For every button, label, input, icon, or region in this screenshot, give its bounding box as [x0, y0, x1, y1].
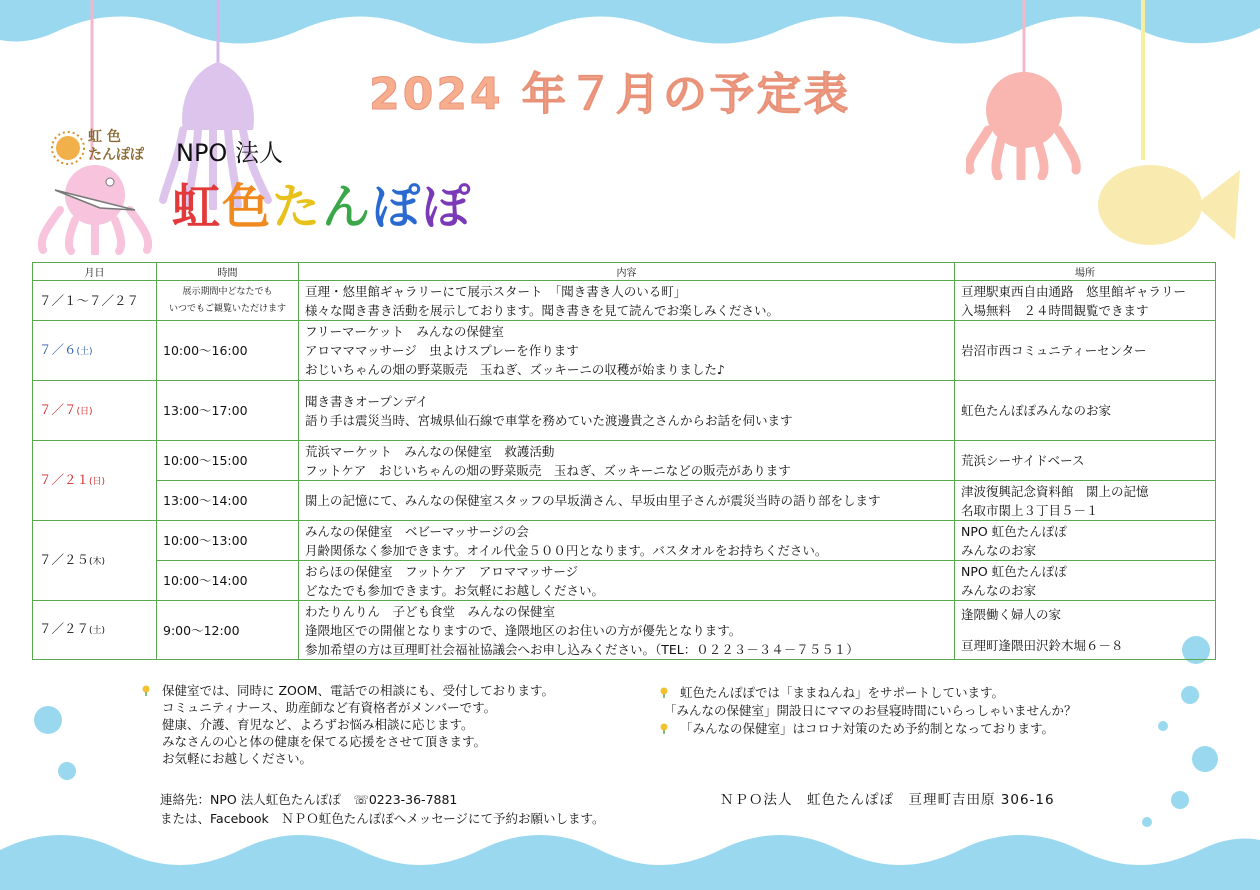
place-cell — [955, 601, 1216, 660]
note-line: 虹色たんぽぽでは「ままねんね」をサポートしています。 — [680, 685, 1005, 700]
content-line: 亘理・悠里館ギャラリーにて展示スタート 「聞き書き人のいる町」 — [305, 283, 687, 299]
content-line: アロマママッサージ 虫よけスプレーを作ります — [305, 343, 579, 358]
place-cell: 荒浜シーサイドベース — [955, 441, 1216, 481]
content-cell — [299, 281, 955, 321]
time-cell: 9:00～12:00 — [157, 601, 299, 660]
note-line: お気軽にお越しください。 — [162, 751, 313, 766]
time-cell: 13:00～14:00 — [157, 481, 299, 521]
date-text: ７／２７ — [39, 621, 90, 636]
day-of-week: (日) — [89, 476, 106, 487]
content-line: おじいちゃんの畑の野菜販売 玉ねぎ、ズッキーニの収穫が始まりました♪ — [305, 362, 725, 377]
content-cell — [299, 601, 955, 660]
place-cell: 虹色たんぽぽみんなのお家 — [955, 381, 1216, 441]
date-cell — [33, 381, 157, 441]
day-of-week: (木) — [89, 556, 106, 567]
time-line: 展示期間中どなたでも — [182, 286, 273, 297]
date-cell — [33, 441, 157, 521]
place-line: 名取市閖上３丁目５－１ — [961, 502, 1099, 518]
place-cell — [955, 521, 1216, 561]
brand-char: ん — [322, 179, 373, 235]
brand-char: ぽ — [372, 179, 423, 235]
header-time: 時間 — [157, 263, 299, 281]
brand-char: た — [272, 179, 323, 235]
place-cell — [955, 281, 1216, 321]
date-text: ７／６ — [39, 341, 77, 357]
time-cell: 10:00～16:00 — [157, 321, 299, 381]
brand-char: 虹 — [172, 179, 223, 235]
table-row — [33, 521, 1216, 561]
contact-line: 連絡先：NPO 法人虹色たんぽぽ ☏0223-36-7881 — [160, 792, 458, 807]
notes-left — [140, 682, 554, 767]
place-line: 亘理駅東西自由通路 悠里館ギャラリー — [961, 283, 1187, 299]
content-cell — [299, 521, 955, 561]
date-text: ７／２１ — [39, 471, 90, 487]
content-line: 逢隈地区での開催となりますので、逢隈地区のお住いの方が優先となります。 — [305, 622, 742, 638]
header-content: 内容 — [299, 263, 955, 281]
table-row — [33, 321, 1216, 381]
table-row — [33, 561, 1216, 601]
content-line: 語り手は震災当時、宮城県仙石線で車掌を務めていた渡邊貴之さんからお話を伺います — [305, 412, 793, 428]
content-cell — [299, 441, 955, 481]
content-cell — [299, 381, 955, 441]
day-of-week: (土) — [89, 626, 106, 636]
table-row — [33, 601, 1216, 660]
header-date: 月日 — [33, 263, 157, 281]
page-title: 2024 年７月の予定表 — [369, 69, 851, 120]
day-of-week: (日) — [76, 406, 93, 417]
date-cell: ７／１～７／２７ — [33, 281, 157, 321]
place-line: 津波復興記念資料館 閖上の記憶 — [961, 483, 1149, 499]
table-row — [33, 281, 1216, 321]
date-cell — [33, 521, 157, 601]
content-line: 聞き書きオープンデイ — [305, 393, 429, 409]
contact-line: または、Facebook ＮＰＯ虹色たんぽぽへメッセージにて予約お願いします。 — [160, 811, 605, 826]
header-place: 場所 — [955, 263, 1216, 281]
note-line: 健康、介護、育児など、よろずお悩み相談に応じます。 — [162, 717, 474, 732]
dandelion-icon — [658, 686, 670, 698]
place-cell — [955, 561, 1216, 601]
date-text: ７／７ — [39, 401, 77, 417]
brand-char: ぽ — [422, 179, 473, 235]
place-line: 逢隈働く婦人の家 — [961, 607, 1062, 622]
content-line: フリーマーケット みんなの保健室 — [305, 324, 504, 339]
place-spacer — [961, 624, 1209, 636]
content-cell — [299, 321, 955, 381]
time-line: いつでもご観覧いただけます — [168, 303, 286, 314]
table-row — [33, 381, 1216, 441]
place-line: みんなのお家 — [961, 542, 1037, 558]
place-cell: 岩沼市西コミュニティーセンター — [955, 321, 1216, 381]
note-item — [658, 684, 1077, 702]
content-line: フットケア おじいちゃんの畑の野菜販売 玉ねぎ、ズッキーニなどの販売があります — [305, 462, 791, 478]
dandelion-icon — [140, 684, 152, 696]
content-line: わたりんりん 子ども食堂 みんなの保健室 — [305, 603, 556, 619]
place-line: NPO 虹色たんぽぽ — [961, 523, 1067, 539]
day-of-week: (土) — [76, 346, 93, 357]
npo-label: NPO 法人 — [176, 139, 283, 167]
place-line: 入場無料 ２４時間観覧できます — [961, 302, 1149, 318]
place-line: 亘理町逢隈田沢鈴木堀６－８ — [961, 638, 1124, 653]
place-line: みんなのお家 — [961, 582, 1037, 598]
note-line: 「みんなの保健室」開設日にママのお昼寝時間にいらっしゃいませんか？ — [664, 703, 1077, 718]
content-line: 参加希望の方は亘理町社会福祉協議会へお申し込みください。（TEL：０２２３－３４－７５５１） — [305, 641, 859, 657]
brand-char: 色 — [222, 179, 273, 235]
content-line: 荒浜マーケット みんなの保健室 救護活動 — [305, 443, 555, 459]
table-row — [33, 441, 1216, 481]
note-line: コミュニティナース、助産師など有資格者がメンバーです。 — [162, 700, 497, 715]
date-cell — [33, 321, 157, 381]
content-line: おらほの保健室 フットケア アロママッサージ — [305, 563, 579, 579]
time-cell: 13:00～17:00 — [157, 381, 299, 441]
logo-text-line1: 虹 色 — [88, 129, 121, 145]
schedule-table — [32, 262, 1216, 660]
note-line: 保健室では、同時に ZOOM、電話での相談にも、受付しております。 — [162, 683, 555, 698]
content-cell: 閖上の記憶にて、みんなの保健室スタッフの早坂満さん、早坂由里子さんが震災当時の語り部をします — [299, 481, 955, 521]
content-cell — [299, 561, 955, 601]
contact-info — [160, 790, 605, 828]
content-line: 様々な聞き書き活動を展示しております。聞き書きを見て読んでお楽しみください。 — [305, 302, 780, 318]
content-line: どなたでも参加できます。お気軽にお越しください。 — [305, 582, 605, 598]
time-cell: 10:00～14:00 — [157, 561, 299, 601]
table-row — [33, 481, 1216, 521]
notes-right — [658, 684, 1077, 738]
place-cell — [955, 481, 1216, 521]
date-text: ７／２５ — [39, 551, 90, 567]
brand-name — [172, 168, 472, 237]
dandelion-icon — [658, 722, 670, 734]
time-cell: 10:00～15:00 — [157, 441, 299, 481]
note-item — [140, 682, 554, 699]
note-line: 「みんなの保健室」はコロナ対策のため予約制となっております。 — [680, 721, 1055, 736]
time-cell — [157, 281, 299, 321]
table-header-row — [33, 263, 1216, 281]
content-line: みんなの保健室 ベビーマッサージの会 — [305, 523, 529, 539]
content-line: 月齢関係なく参加できます。オイル代金５００円となります。バスタオルをお持ちください。 — [305, 542, 828, 558]
note-item — [658, 720, 1077, 738]
date-cell — [33, 601, 157, 660]
footer-org: ＮＰＯ法人 虹色たんぽぽ 亘理町吉田原 306-16 — [720, 792, 1055, 808]
note-line: みなさんの心と体の健康を保てる応援をさせて頂きます。 — [162, 734, 487, 749]
place-line: NPO 虹色たんぽぽ — [961, 563, 1067, 579]
time-cell: 10:00～13:00 — [157, 521, 299, 561]
logo-text-line2: たんぽぽ — [88, 147, 144, 163]
